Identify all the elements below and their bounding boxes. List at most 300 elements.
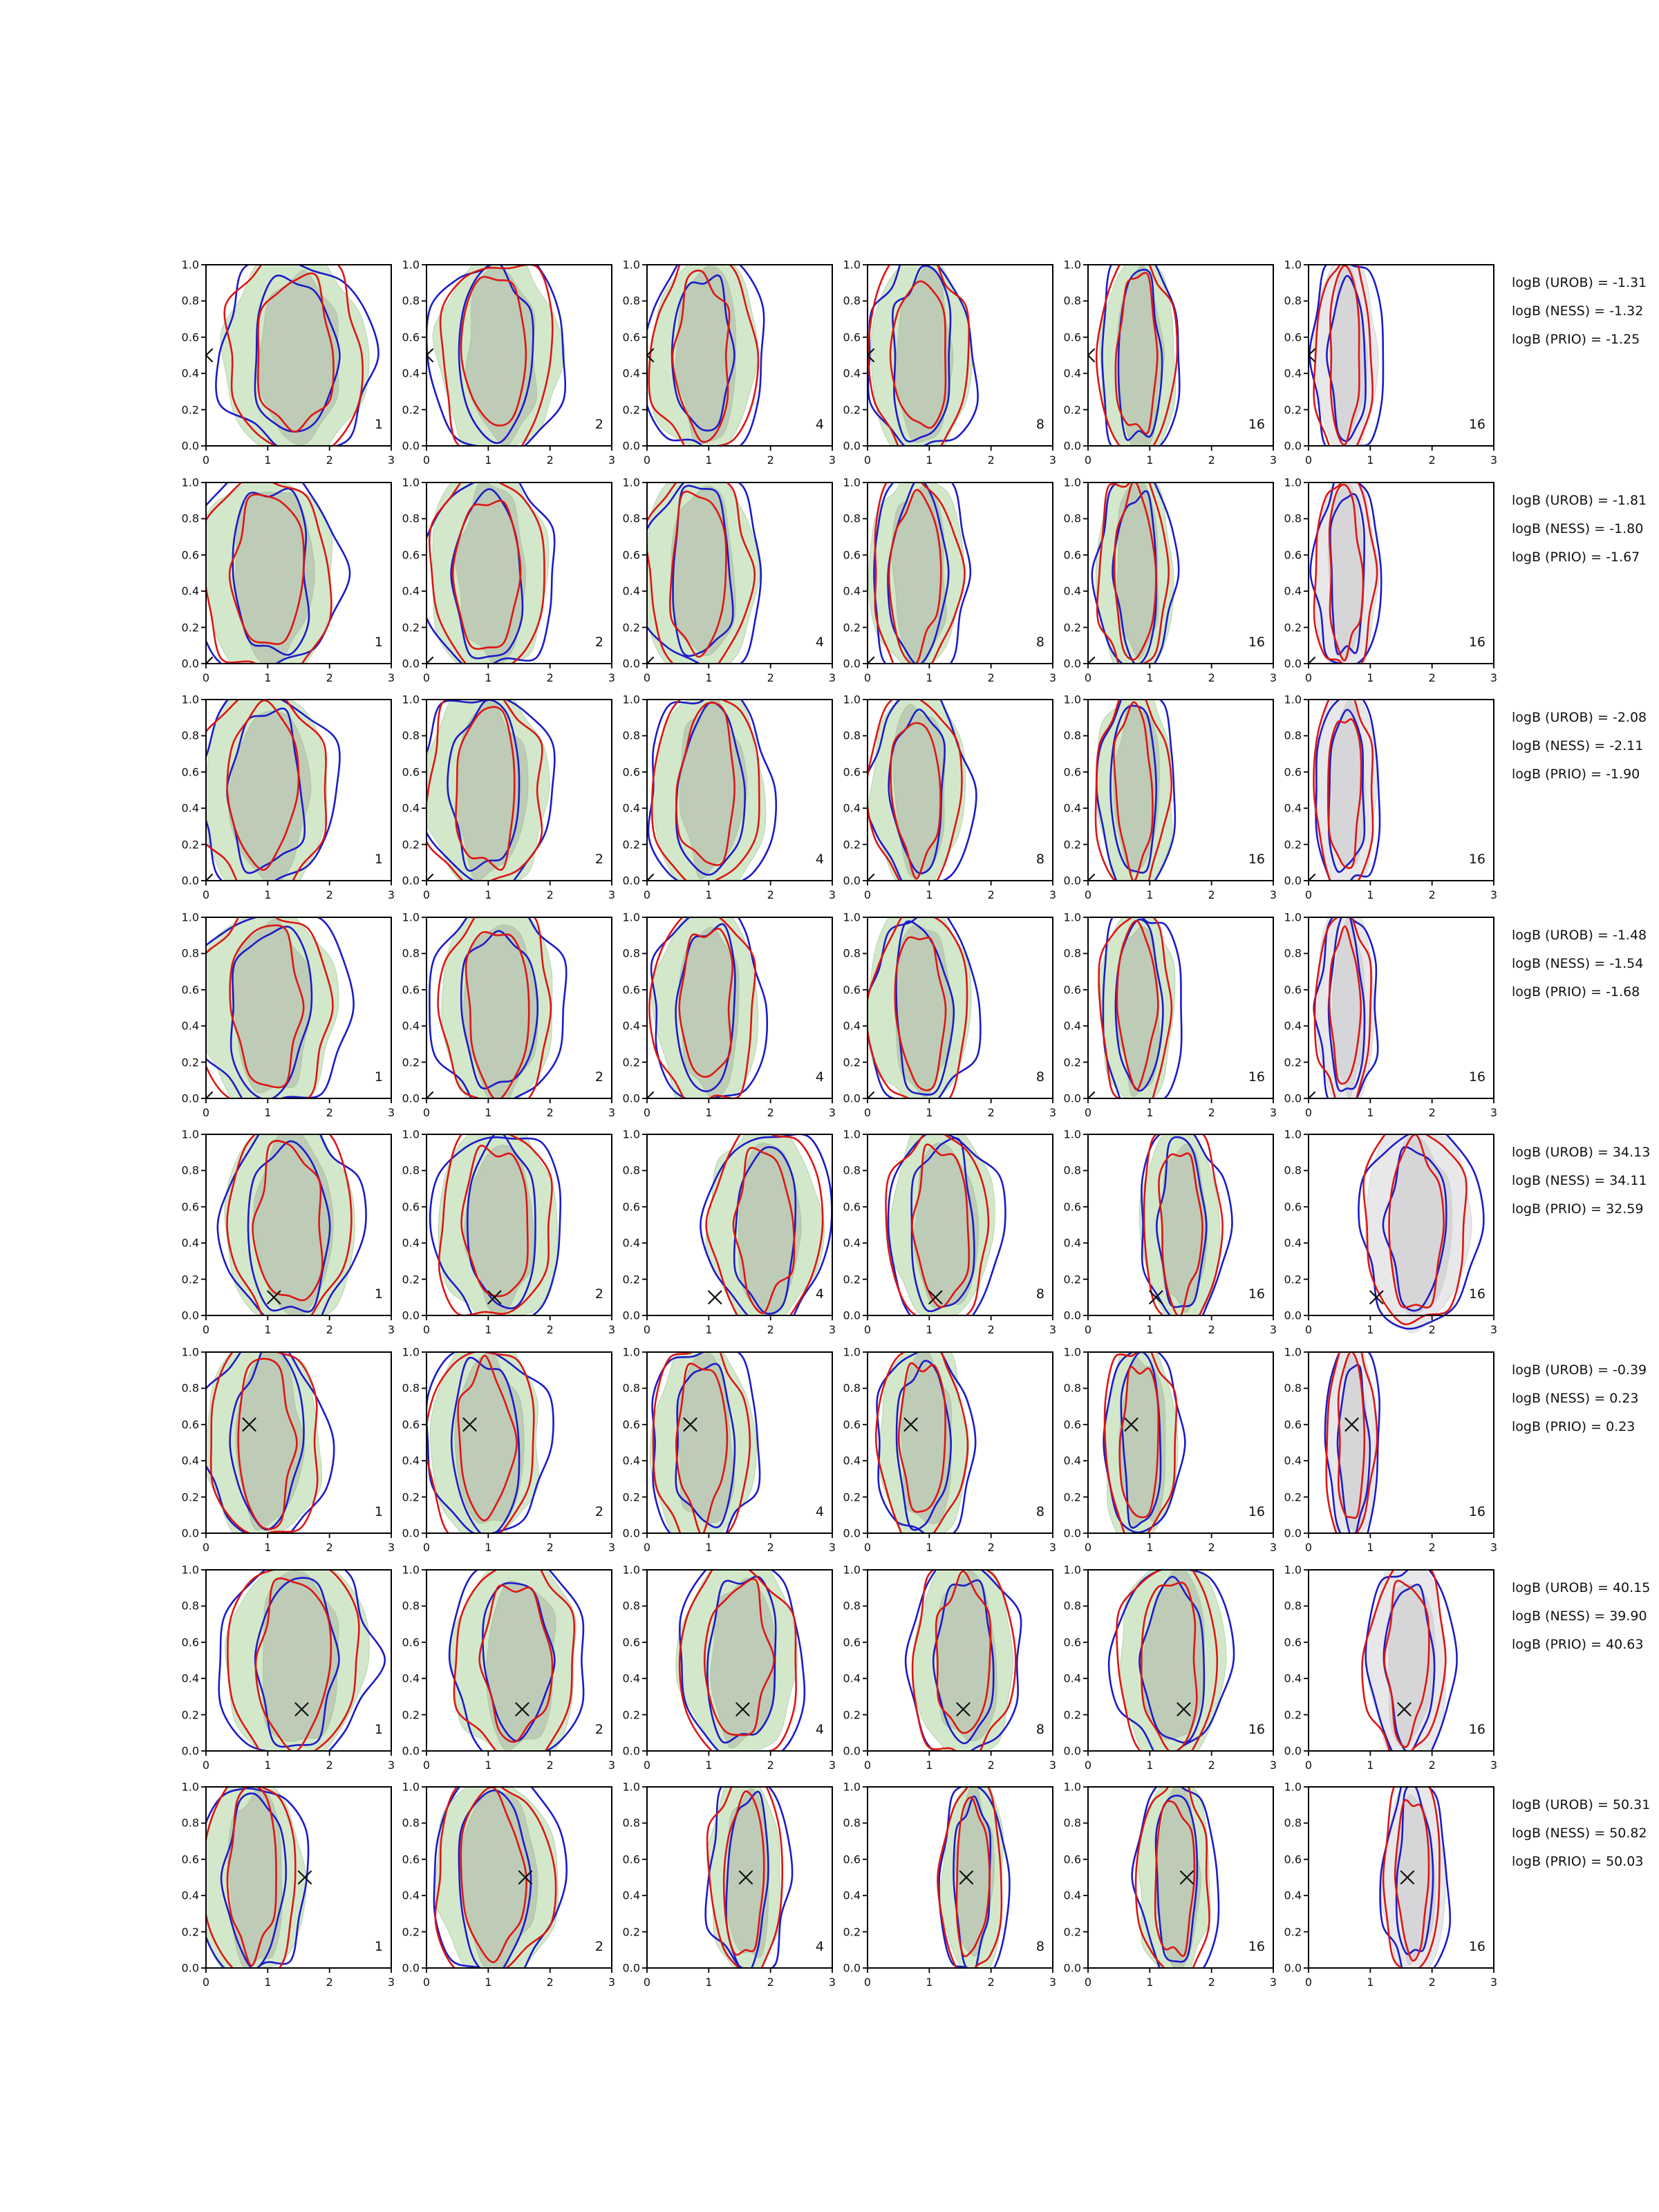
x-tick-label: 3 — [1049, 671, 1057, 684]
y-tick-label: 0.8 — [402, 1163, 420, 1177]
corner-count-label: 1 — [374, 1939, 383, 1954]
x-tick-label: 1 — [1367, 1759, 1374, 1772]
y-tick-label: 0.4 — [402, 366, 420, 380]
y-tick-label: 0.4 — [843, 1671, 861, 1685]
y-tick-label: 0.6 — [1063, 1418, 1081, 1432]
x-tick-label: 3 — [1049, 1323, 1057, 1336]
y-tick-label: 0.8 — [622, 1816, 640, 1830]
corner-count-label: 2 — [594, 1069, 603, 1085]
x-tick-label: 2 — [326, 1976, 333, 1989]
y-tick-label: 0.8 — [181, 1381, 199, 1395]
y-tick-label: 1.0 — [1284, 910, 1302, 924]
y-tick-label: 0.4 — [1063, 584, 1081, 598]
subplot-contours — [1302, 906, 1378, 1117]
y-tick-label: 0.8 — [1284, 1816, 1302, 1830]
y-tick-label: 0.4 — [622, 366, 640, 380]
x-tick-label: 3 — [608, 453, 616, 467]
x-tick-label: 2 — [767, 1759, 774, 1772]
y-tick-label: 1.0 — [1063, 693, 1081, 706]
corner-count-label: 16 — [1248, 1286, 1265, 1302]
x-tick-label: 1 — [705, 1323, 713, 1336]
x-tick-label: 1 — [1367, 1106, 1374, 1119]
x-tick-label: 1 — [1146, 1106, 1154, 1119]
x-tick-label: 0 — [202, 888, 210, 901]
y-tick-label: 0.8 — [843, 729, 861, 742]
logb-line: logB (PRIO) = 32.59 — [1512, 1201, 1644, 1217]
y-tick-label: 0.4 — [622, 1019, 640, 1033]
x-tick-label: 2 — [546, 888, 554, 901]
y-tick-label: 0.0 — [1063, 1744, 1081, 1758]
subplot-contours — [937, 1772, 1009, 1983]
y-tick-label: 0.0 — [181, 1091, 199, 1105]
y-tick-label: 0.0 — [181, 1961, 199, 1975]
x-tick-label: 2 — [546, 453, 554, 467]
y-tick-label: 0.2 — [402, 1925, 420, 1939]
y-tick-label: 0.8 — [1284, 1163, 1302, 1177]
corner-count-label: 8 — [1035, 1286, 1044, 1302]
y-tick-label: 0.0 — [843, 1961, 861, 1975]
x-tick-label: 0 — [202, 1323, 210, 1336]
logb-line: logB (PRIO) = 0.23 — [1512, 1419, 1635, 1434]
x-tick-label: 1 — [705, 1976, 713, 1989]
x-tick-label: 3 — [1269, 671, 1277, 684]
logb-annotation — [1512, 269, 1647, 354]
x-tick-label: 2 — [987, 453, 995, 467]
x-tick-label: 0 — [1084, 1976, 1092, 1989]
corner-count-label: 4 — [815, 1504, 824, 1519]
y-tick-label: 0.4 — [1063, 1454, 1081, 1468]
y-tick-label: 1.0 — [843, 1345, 861, 1359]
y-tick-label: 1.0 — [1284, 476, 1302, 489]
corner-count-label: 1 — [374, 1069, 383, 1085]
y-tick-label: 0.4 — [402, 584, 420, 598]
x-tick-label: 2 — [767, 888, 774, 901]
y-tick-label: 0.8 — [1063, 512, 1081, 525]
x-tick-label: 3 — [828, 1759, 836, 1772]
logb-line: logB (UROB) = -2.08 — [1512, 710, 1647, 725]
y-tick-label: 0.6 — [402, 1853, 420, 1866]
corner-count-label: 4 — [815, 1286, 824, 1302]
x-tick-label: 2 — [1428, 671, 1436, 684]
subplot-contours — [1139, 1127, 1232, 1331]
y-tick-label: 0.2 — [181, 403, 199, 417]
y-tick-label: 0.0 — [402, 1961, 420, 1975]
y-tick-label: 0.4 — [181, 1236, 199, 1250]
x-tick-label: 2 — [326, 1323, 333, 1336]
y-tick-label: 1.0 — [1284, 1127, 1302, 1141]
x-tick-label: 1 — [926, 1759, 933, 1772]
subplot-contours — [187, 462, 350, 682]
y-tick-label: 0.2 — [843, 1056, 861, 1069]
y-tick-label: 0.8 — [1063, 294, 1081, 308]
y-tick-label: 0.6 — [622, 1853, 640, 1866]
y-tick-label: 0.0 — [843, 657, 861, 671]
y-tick-label: 0.2 — [843, 1490, 861, 1504]
corner-count-label: 2 — [594, 417, 603, 432]
y-tick-label: 0.0 — [181, 657, 199, 671]
x-tick-label: 0 — [202, 1976, 210, 1989]
y-tick-label: 0.0 — [1063, 1091, 1081, 1105]
y-tick-label: 0.2 — [181, 838, 199, 852]
logb-annotation — [1512, 1138, 1650, 1224]
y-tick-label: 0.4 — [181, 1888, 199, 1902]
corner-count-label: 16 — [1468, 417, 1485, 432]
y-tick-label: 0.4 — [181, 366, 199, 380]
y-tick-label: 0.8 — [843, 512, 861, 525]
x-tick-label: 2 — [546, 1976, 554, 1989]
x-tick-label: 2 — [326, 1106, 333, 1119]
y-tick-label: 0.6 — [843, 1853, 861, 1866]
x-tick-label: 2 — [546, 1323, 554, 1336]
y-tick-label: 1.0 — [181, 1127, 199, 1141]
y-tick-label: 0.2 — [1063, 838, 1081, 852]
x-tick-label: 2 — [987, 1759, 995, 1772]
y-tick-label: 0.2 — [402, 621, 420, 635]
y-tick-label: 1.0 — [1063, 1127, 1081, 1141]
y-tick-label: 0.2 — [1063, 1925, 1081, 1939]
corner-count-label: 2 — [594, 1722, 603, 1737]
y-tick-label: 1.0 — [1063, 258, 1081, 272]
y-tick-label: 0.6 — [843, 765, 861, 779]
y-tick-label: 0.8 — [622, 1381, 640, 1395]
logb-line: logB (NESS) = -1.54 — [1512, 956, 1644, 971]
x-tick-label: 1 — [485, 1759, 492, 1772]
subplot-contours — [420, 894, 566, 1117]
x-tick-label: 1 — [485, 1976, 492, 1989]
x-tick-label: 0 — [1084, 453, 1092, 467]
y-tick-label: 0.2 — [622, 1925, 640, 1939]
x-tick-label: 0 — [643, 888, 651, 901]
y-tick-label: 0.2 — [622, 1273, 640, 1286]
x-tick-label: 2 — [1208, 1976, 1215, 1989]
x-tick-label: 2 — [1428, 1106, 1436, 1119]
y-tick-label: 1.0 — [622, 1563, 640, 1577]
y-tick-label: 0.2 — [402, 1490, 420, 1504]
x-tick-label: 0 — [1084, 1541, 1092, 1554]
y-tick-label: 0.2 — [843, 838, 861, 852]
y-tick-label: 0.6 — [402, 1418, 420, 1432]
y-tick-label: 0.8 — [181, 294, 199, 308]
y-tick-label: 0.4 — [843, 584, 861, 598]
y-tick-label: 1.0 — [402, 910, 420, 924]
corner-count-label: 8 — [1035, 1504, 1044, 1519]
y-tick-label: 1.0 — [402, 693, 420, 706]
x-tick-label: 3 — [608, 671, 616, 684]
logb-line: logB (NESS) = -1.80 — [1512, 521, 1644, 536]
logb-line: logB (PRIO) = -1.25 — [1512, 332, 1640, 347]
corner-count-label: 8 — [1035, 1939, 1044, 1954]
x-tick-label: 3 — [1490, 671, 1498, 684]
y-tick-label: 0.2 — [1284, 403, 1302, 417]
corner-count-label: 16 — [1248, 417, 1265, 432]
y-tick-label: 0.8 — [402, 512, 420, 525]
x-tick-label: 0 — [1304, 1541, 1313, 1554]
y-tick-label: 0.2 — [402, 1273, 420, 1286]
x-tick-label: 1 — [1146, 1759, 1154, 1772]
x-tick-label: 0 — [643, 453, 651, 467]
truth-marker — [709, 1291, 721, 1304]
y-tick-label: 0.8 — [1063, 729, 1081, 742]
y-tick-label: 0.2 — [1063, 403, 1081, 417]
x-tick-label: 0 — [422, 453, 431, 467]
x-tick-label: 3 — [387, 1323, 395, 1336]
y-tick-label: 0.2 — [1284, 1273, 1302, 1286]
y-tick-label: 0.4 — [1063, 1236, 1081, 1250]
y-tick-label: 0.2 — [1284, 1490, 1302, 1504]
y-tick-label: 0.8 — [843, 1816, 861, 1830]
x-tick-label: 2 — [767, 1541, 774, 1554]
y-tick-label: 0.6 — [402, 765, 420, 779]
y-tick-label: 0.4 — [622, 1454, 640, 1468]
x-tick-label: 1 — [264, 888, 272, 901]
y-tick-label: 0.8 — [1063, 1599, 1081, 1613]
x-tick-label: 3 — [828, 453, 836, 467]
y-tick-label: 0.4 — [1284, 801, 1302, 815]
y-tick-label: 0.6 — [843, 548, 861, 562]
subplot-contours — [1082, 901, 1181, 1116]
y-tick-label: 1.0 — [622, 693, 640, 706]
y-tick-label: 0.2 — [181, 621, 199, 635]
y-tick-label: 0.2 — [843, 621, 861, 635]
x-tick-label: 1 — [485, 888, 492, 901]
logb-line: logB (UROB) = 34.13 — [1512, 1145, 1651, 1160]
x-tick-label: 2 — [1428, 1759, 1436, 1772]
x-tick-label: 2 — [767, 453, 774, 467]
x-tick-label: 3 — [828, 888, 836, 901]
y-tick-label: 0.0 — [622, 1961, 640, 1975]
logb-annotation — [1512, 1791, 1650, 1876]
y-tick-label: 0.0 — [1063, 1309, 1081, 1322]
x-tick-label: 1 — [1146, 453, 1154, 467]
y-tick-label: 1.0 — [843, 693, 861, 706]
logb-annotation — [1512, 921, 1647, 1006]
x-tick-label: 1 — [1367, 453, 1374, 467]
logb-line: logB (NESS) = 50.82 — [1512, 1826, 1647, 1841]
subplot-contours — [1302, 465, 1381, 680]
y-tick-label: 0.0 — [402, 874, 420, 888]
logb-line: logB (NESS) = -1.32 — [1512, 303, 1644, 319]
corner-count-label: 16 — [1468, 1069, 1485, 1085]
logb-line: logB (PRIO) = 50.03 — [1512, 1854, 1644, 1869]
x-tick-label: 3 — [828, 1976, 836, 1989]
x-tick-label: 1 — [1146, 1976, 1154, 1989]
subplot-contours — [861, 464, 971, 684]
y-tick-label: 0.4 — [402, 1888, 420, 1902]
x-tick-label: 2 — [1428, 1541, 1436, 1554]
y-tick-label: 1.0 — [843, 1127, 861, 1141]
x-tick-label: 0 — [1084, 671, 1092, 684]
logb-line: logB (NESS) = 34.11 — [1512, 1173, 1647, 1188]
y-tick-label: 0.6 — [181, 1418, 199, 1432]
corner-count-label: 4 — [815, 1939, 824, 1954]
subplot-contours — [1109, 1555, 1234, 1769]
corner-count-label: 8 — [1035, 417, 1044, 432]
y-tick-label: 0.0 — [622, 1526, 640, 1540]
y-tick-label: 1.0 — [402, 1345, 420, 1359]
x-tick-label: 3 — [828, 1323, 836, 1336]
y-tick-label: 1.0 — [181, 910, 199, 924]
y-tick-label: 0.6 — [181, 330, 199, 344]
x-tick-label: 3 — [608, 1759, 616, 1772]
x-tick-label: 3 — [1490, 453, 1498, 467]
x-tick-label: 2 — [1428, 1976, 1436, 1989]
x-tick-label: 1 — [926, 1106, 933, 1119]
y-tick-label: 0.4 — [1284, 584, 1302, 598]
x-tick-label: 3 — [387, 1976, 395, 1989]
y-tick-label: 0.6 — [1063, 1200, 1081, 1214]
x-tick-label: 0 — [1084, 888, 1092, 901]
y-tick-label: 0.8 — [1284, 1599, 1302, 1613]
x-tick-label: 0 — [1084, 1106, 1092, 1119]
y-tick-label: 0.4 — [843, 1888, 861, 1902]
y-tick-label: 0.0 — [1063, 439, 1081, 453]
y-tick-label: 1.0 — [622, 1127, 640, 1141]
y-tick-label: 1.0 — [1284, 693, 1302, 706]
y-tick-label: 0.8 — [181, 1163, 199, 1177]
y-tick-label: 0.0 — [622, 874, 640, 888]
y-tick-label: 0.0 — [181, 1309, 199, 1322]
subplot-contours — [218, 1113, 366, 1336]
x-tick-label: 1 — [1367, 1323, 1374, 1336]
subplot-contours — [641, 686, 776, 896]
y-tick-label: 0.2 — [402, 403, 420, 417]
subplot-contours — [422, 1334, 553, 1554]
x-tick-label: 3 — [1490, 1541, 1498, 1554]
x-tick-label: 3 — [608, 1541, 616, 1554]
x-tick-label: 3 — [608, 1106, 616, 1119]
x-tick-label: 3 — [1490, 1323, 1498, 1336]
y-tick-label: 1.0 — [1284, 258, 1302, 272]
x-tick-label: 3 — [828, 1541, 836, 1554]
y-tick-label: 0.0 — [402, 657, 420, 671]
x-tick-label: 2 — [1428, 453, 1436, 467]
y-tick-label: 0.8 — [843, 1599, 861, 1613]
x-tick-label: 1 — [705, 1759, 713, 1772]
y-tick-label: 0.4 — [1284, 1019, 1302, 1033]
subplot-contours — [1380, 1767, 1450, 1987]
x-tick-label: 0 — [863, 1106, 872, 1119]
x-tick-label: 1 — [705, 1541, 713, 1554]
y-tick-label: 0.6 — [181, 983, 199, 997]
x-tick-label: 1 — [1146, 888, 1154, 901]
y-tick-label: 0.8 — [1284, 729, 1302, 742]
x-tick-label: 0 — [422, 1976, 431, 1989]
y-tick-label: 1.0 — [402, 258, 420, 272]
x-tick-label: 0 — [422, 888, 431, 901]
y-tick-label: 0.2 — [1063, 1273, 1081, 1286]
subplot-contours — [676, 1553, 805, 1766]
x-tick-label: 2 — [1208, 453, 1215, 467]
subplot-contours — [417, 466, 554, 679]
subplot-contours — [1302, 686, 1380, 897]
y-tick-label: 0.6 — [181, 765, 199, 779]
subplot-contours — [420, 245, 565, 460]
y-tick-label: 0.0 — [181, 874, 199, 888]
x-tick-label: 1 — [705, 1106, 713, 1119]
x-tick-label: 1 — [1367, 1541, 1374, 1554]
x-tick-label: 3 — [1490, 1976, 1498, 1989]
y-tick-label: 0.2 — [622, 838, 640, 852]
x-tick-label: 2 — [1208, 1759, 1215, 1772]
x-tick-label: 1 — [485, 671, 492, 684]
y-tick-label: 0.4 — [1063, 366, 1081, 380]
y-tick-label: 0.2 — [843, 1925, 861, 1939]
x-tick-label: 2 — [326, 1759, 333, 1772]
y-tick-label: 0.0 — [402, 1309, 420, 1322]
logb-annotation — [1512, 1574, 1650, 1659]
y-tick-label: 0.0 — [1284, 1744, 1302, 1758]
corner-count-label: 16 — [1468, 1504, 1485, 1519]
x-tick-label: 1 — [926, 671, 933, 684]
x-tick-label: 3 — [1490, 1759, 1498, 1772]
subplot-contours — [434, 1765, 567, 1984]
x-tick-label: 3 — [1269, 1541, 1277, 1554]
logb-line: logB (UROB) = 40.15 — [1512, 1580, 1651, 1595]
x-tick-label: 0 — [863, 1759, 872, 1772]
subplot-contours — [413, 683, 555, 890]
corner-count-label: 16 — [1468, 852, 1485, 867]
subplot-contours — [906, 1555, 1021, 1761]
y-tick-label: 1.0 — [622, 1345, 640, 1359]
subplot-contours — [1132, 1768, 1219, 1986]
x-tick-label: 1 — [926, 453, 933, 467]
x-tick-label: 0 — [643, 1323, 651, 1336]
subplot-contours — [1082, 467, 1179, 682]
y-tick-label: 0.2 — [1063, 1056, 1081, 1069]
x-tick-label: 3 — [608, 1323, 616, 1336]
y-tick-label: 1.0 — [1063, 910, 1081, 924]
x-tick-label: 2 — [326, 1541, 333, 1554]
x-tick-label: 2 — [987, 1541, 995, 1554]
x-tick-label: 3 — [608, 888, 616, 901]
y-tick-label: 1.0 — [1284, 1345, 1302, 1359]
y-tick-label: 0.4 — [402, 1454, 420, 1468]
y-tick-label: 1.0 — [181, 258, 199, 272]
x-tick-label: 0 — [1084, 1323, 1092, 1336]
x-tick-label: 1 — [705, 453, 713, 467]
y-tick-label: 0.4 — [1284, 1454, 1302, 1468]
y-tick-label: 0.2 — [181, 1056, 199, 1069]
corner-count-label: 16 — [1468, 1722, 1485, 1737]
y-tick-label: 0.8 — [843, 946, 861, 960]
y-tick-label: 0.2 — [1284, 838, 1302, 852]
subplot-contours — [1104, 1332, 1185, 1553]
y-tick-label: 0.8 — [622, 512, 640, 525]
x-tick-label: 3 — [387, 1759, 395, 1772]
x-tick-label: 2 — [326, 888, 333, 901]
y-tick-label: 0.0 — [843, 439, 861, 453]
subplot-contours — [430, 1117, 561, 1334]
x-tick-label: 3 — [1269, 888, 1277, 901]
y-tick-label: 1.0 — [622, 1780, 640, 1794]
y-tick-label: 0.4 — [1063, 1671, 1081, 1685]
y-tick-label: 0.2 — [1284, 1925, 1302, 1939]
corner-count-label: 16 — [1248, 635, 1265, 650]
y-tick-label: 0.4 — [181, 1671, 199, 1685]
x-tick-label: 0 — [1304, 1759, 1313, 1772]
x-tick-label: 1 — [1146, 671, 1154, 684]
x-tick-label: 0 — [1304, 888, 1313, 901]
x-tick-label: 2 — [767, 1976, 774, 1989]
corner-count-label: 4 — [815, 1722, 824, 1737]
y-tick-label: 0.0 — [843, 1744, 861, 1758]
x-tick-label: 1 — [1367, 1976, 1374, 1989]
logb-annotation — [1512, 1356, 1647, 1441]
x-tick-label: 3 — [387, 671, 395, 684]
y-tick-label: 0.8 — [181, 729, 199, 742]
x-tick-label: 1 — [926, 1541, 933, 1554]
x-tick-label: 0 — [202, 1541, 210, 1554]
